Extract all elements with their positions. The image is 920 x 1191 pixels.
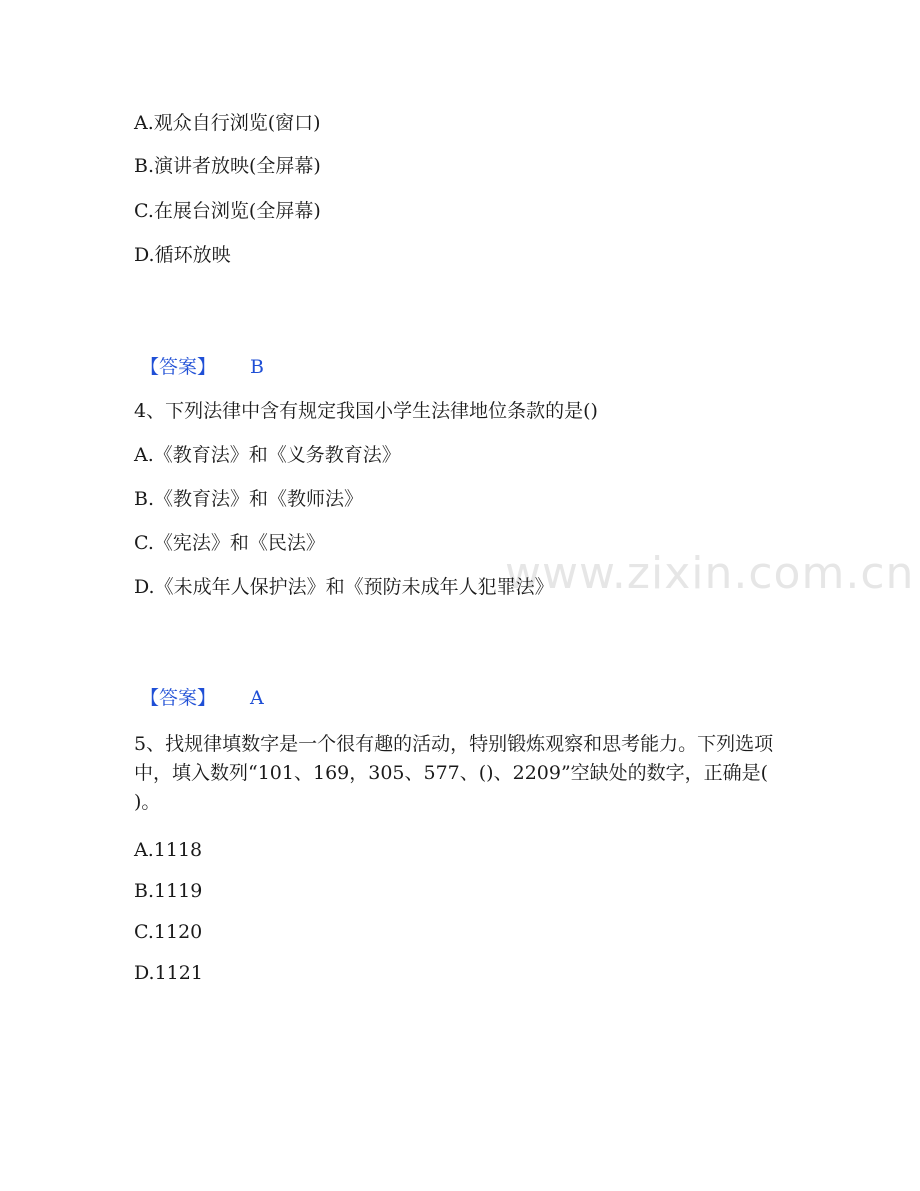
- answer-label: 【答案】: [140, 356, 217, 378]
- q3-answer: [140, 355, 264, 379]
- q3-option-d: D.循环放映: [134, 244, 231, 266]
- answer-label: 【答案】: [140, 687, 217, 709]
- answer-value: A: [250, 687, 264, 709]
- q4-option-d: D.《未成年人保护法》和《预防未成年人犯罪法》: [134, 576, 554, 598]
- q4-option-c: C.《宪法》和《民法》: [134, 532, 325, 554]
- q4-option-b: B.《教育法》和《教师法》: [134, 488, 364, 510]
- q4-answer: [140, 686, 264, 710]
- q3-option-a: A.观众自行浏览(窗口): [134, 112, 321, 134]
- q4-option-a: A.《教育法》和《义务教育法》: [134, 444, 401, 466]
- q5-option-c: C.1120: [134, 921, 203, 943]
- q5-question: 5、找规律填数字是一个很有趣的活动，特别锻炼观察和思考能力。下列选项中，填入数列“101、169，305、577、()、2209”空缺处的数字，正确是( )。: [134, 733, 774, 813]
- q4-question: 4、下列法律中含有规定我国小学生法律地位条款的是(): [134, 400, 598, 422]
- q5-option-d: D.1121: [134, 962, 203, 984]
- q3-option-b: B.演讲者放映(全屏幕): [134, 155, 321, 177]
- q3-option-c: C.在展台浏览(全屏幕): [134, 200, 321, 222]
- q5-option-b: B.1119: [134, 880, 203, 902]
- watermark: www.zixin.com.cn: [505, 548, 915, 599]
- answer-value: B: [250, 356, 264, 378]
- q5-option-a: A.1118: [134, 839, 203, 861]
